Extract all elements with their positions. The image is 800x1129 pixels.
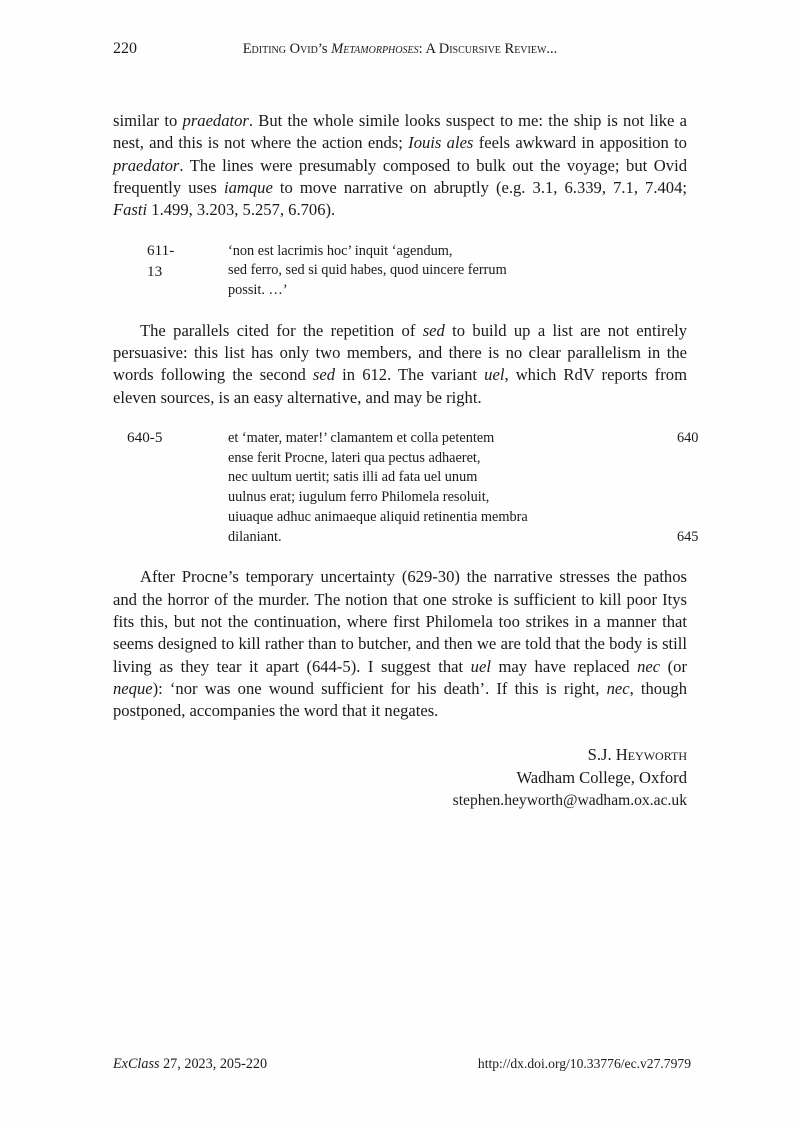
p1-it5: Fasti — [113, 200, 148, 220]
quotation-line-text: sed ferro, sed si quid habes, quod uincere ferrum — [228, 262, 507, 279]
p2-seg4: , which RdV reports from eleven sources, is an easy alternative, and may be right. — [113, 365, 687, 407]
footer-doi[interactable]: http://dx.doi.org/10.33776/ec.v27.7979 — [477, 1056, 691, 1071]
quotation-reference: 640-5 — [127, 428, 163, 446]
p2-it1: sed — [422, 320, 445, 340]
quotation-line-text: uulnus erat; iugulum ferro Philomela resoluit, — [228, 489, 490, 506]
p1-it1: praedator — [182, 111, 249, 130]
quotation-lines — [185, 242, 687, 301]
p3-it4: nec — [606, 678, 630, 698]
quotation-line — [228, 281, 687, 301]
quotation-line-text: nec uultum uertit; satis illi ad fata uel unum — [228, 469, 478, 486]
quotation-line-number: 645 — [677, 528, 699, 545]
footer-citation — [113, 1056, 267, 1073]
quotation-line — [228, 242, 687, 262]
p2-seg2: to build up a list are not entirely persuasive: this list has only two members, and there is no clear parallelism in the words following the second — [113, 320, 687, 385]
p1-it4: iamque — [223, 177, 273, 197]
author-name: S.J. Heyworth — [587, 745, 687, 765]
quotation-line-text: uiuaque adhuc animaeque aliquid retinentia membra — [228, 508, 528, 525]
quotation-line-text: et ‘mater, mater!’ clamantem et colla petentem — [228, 429, 495, 446]
quotation-lines — [185, 429, 699, 547]
quotation-line — [228, 468, 687, 488]
p3-it3: neque — [113, 678, 153, 698]
journal-name: ExClass — [113, 1056, 160, 1072]
citation-detail: 27, 2023, 205-220 — [159, 1056, 268, 1072]
p1-seg3: feels awkward in apposition to — [473, 133, 687, 153]
quotation-line — [228, 429, 699, 449]
paragraph-3 — [113, 566, 687, 722]
quotation-line-text: dilaniant. — [228, 528, 282, 545]
verse-quotation-1 — [113, 241, 687, 301]
p2-it3: uel — [484, 365, 505, 385]
quotation-row — [113, 241, 687, 301]
p3-seg2: may have replaced — [490, 656, 638, 676]
p3-it1: uel — [470, 656, 491, 676]
page-footer — [113, 1056, 691, 1073]
verse-quotation-2 — [113, 428, 699, 547]
quotation-line — [228, 508, 687, 528]
running-head-part1: Editing Ovid — [242, 41, 318, 57]
quotation-line-text: ense ferit Procne, lateri qua pectus adhaeret, — [228, 449, 481, 466]
p1-seg5: to move narrative on abruptly (e.g. 3.1, 6.339, 7.1, 7.404; — [272, 177, 687, 197]
running-head-part2: : A Discursive Review... — [418, 41, 558, 57]
running-head — [113, 40, 687, 58]
author-email[interactable]: stephen.heyworth@wadham.ox.ac.uk — [452, 791, 687, 809]
p3-seg4: ): ‘nor was one wound sufficient for his death’. If this is right, — [152, 678, 607, 698]
p1-seg6: 1.499, 3.203, 5.257, 6.706). — [147, 200, 336, 220]
quotation-line — [228, 261, 687, 281]
paragraph-1 — [113, 110, 687, 222]
page-content — [113, 40, 699, 811]
p1-seg4: . The lines were presumably composed to bulk out the voyage; but Ovid frequently uses — [113, 155, 687, 197]
signature-block — [113, 744, 687, 810]
p2-it2: sed — [312, 365, 336, 385]
quotation-line — [228, 528, 699, 548]
quotation-line-number: 640 — [677, 429, 699, 446]
author-affiliation: Wadham College, Oxford — [516, 768, 687, 788]
p2-seg3: in 612. The variant — [335, 365, 485, 385]
p2-seg1: The parallels cited for the repetition of — [140, 320, 423, 340]
quotation-line-text: ‘non est lacrimis hoc’ inquit ‘agendum, — [228, 242, 453, 259]
quotation-line — [228, 488, 687, 508]
p3-seg1: After Procne’s temporary uncertainty (629-30) the narrative stresses the pathos and the horror of the murder. The notion that one stroke is sufficient to kill poor Itys fits this, but not the continuation, where first Philomela too strikes in a manner that seems designed to kill rather than to butcher, and then we are told that the body is still living as they tear it apart (644-5). I suggest that — [113, 567, 687, 676]
p3-seg5: , though postponed, accompanies the word that it negates. — [113, 678, 687, 721]
p3-seg3: (or — [660, 656, 687, 676]
quotation-reference: 611-13 — [147, 241, 175, 280]
quotation-line-text: possit. …’ — [228, 282, 288, 298]
p1-it2: Iouis ales — [408, 133, 474, 153]
p1-it3: praedator — [113, 155, 180, 175]
running-head-apostrophe: ’s — [317, 41, 332, 57]
paragraph-2 — [113, 320, 687, 409]
p1-seg1: similar to — [113, 111, 183, 130]
p3-it2: nec — [637, 656, 661, 676]
quotation-line — [228, 449, 687, 469]
page-number: 220 — [113, 40, 137, 57]
running-head-title — [183, 41, 687, 58]
quotation-row — [113, 428, 699, 547]
running-head-work-title: Metamorphoses — [331, 41, 419, 57]
p1-seg2: . But the whole simile looks suspect to me: the ship is not like a nest, and this is not where the action ends; — [113, 111, 688, 153]
